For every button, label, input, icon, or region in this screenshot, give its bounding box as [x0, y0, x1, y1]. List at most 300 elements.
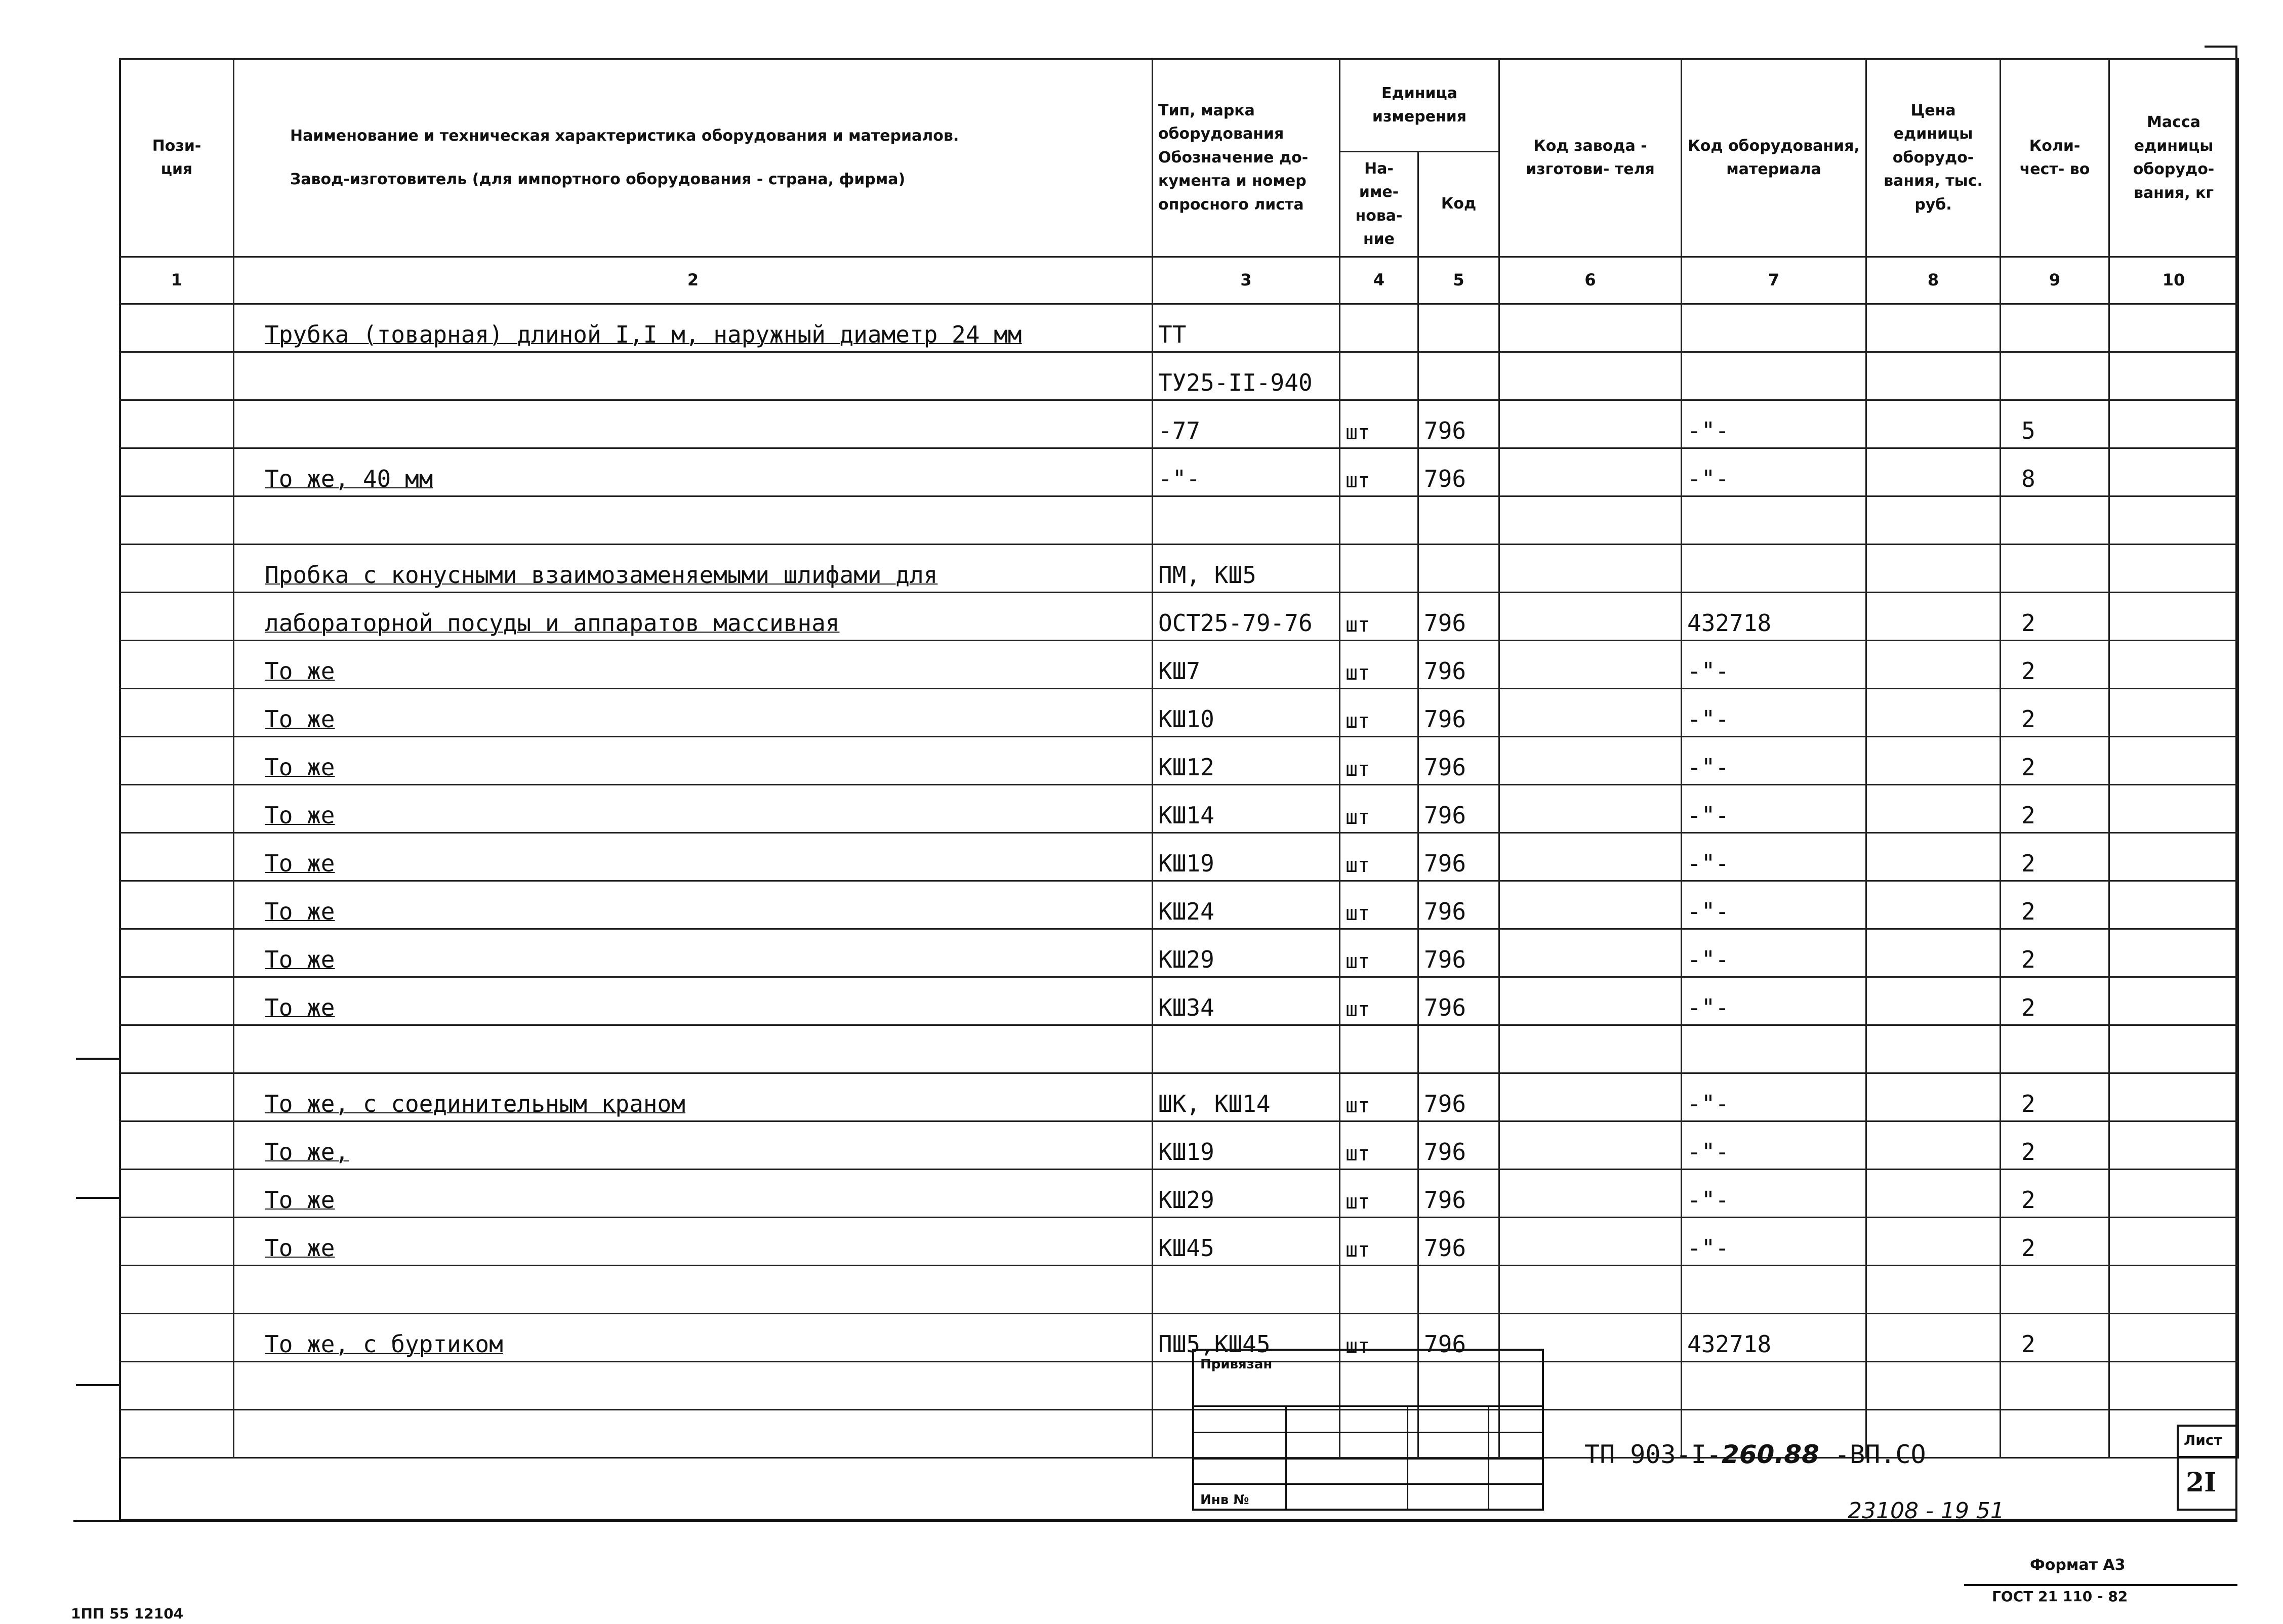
- cell-name: [234, 1266, 1153, 1314]
- cell-unit-name: [1340, 496, 1418, 545]
- cell-position: [120, 448, 234, 496]
- cell-unit-code: 796: [1418, 641, 1499, 689]
- cell-type: КШ45: [1153, 1218, 1340, 1266]
- cell-price: [1866, 1170, 2001, 1218]
- cell-type: ОСТ25-79-76: [1153, 593, 1340, 641]
- cell-equipment-code: -"-: [1682, 400, 1866, 448]
- cell-type: [1153, 496, 1340, 545]
- cell-unit-name: шт: [1340, 881, 1418, 929]
- cell-equipment-code: [1682, 545, 1866, 593]
- cell-manufacturer-code: [1499, 400, 1682, 448]
- cell-equipment-code: [1682, 1362, 1866, 1410]
- cell-mass: [2109, 1362, 2238, 1410]
- cell-quantity: 2: [2001, 1170, 2109, 1218]
- cell-unit-code: 796: [1418, 785, 1499, 833]
- cell-mass: [2109, 1073, 2238, 1121]
- cell-quantity: [2001, 1025, 2109, 1073]
- header-manufacturer-code: Код завода - изготови- теля: [1499, 59, 1682, 257]
- format-label: Формат А3: [2030, 1556, 2126, 1574]
- cell-name: Трубка (товарная) длиной I,I м, наружный диаметр 24 мм: [234, 304, 1153, 352]
- stamp-grid-line: [1407, 1405, 1408, 1509]
- table-row: [120, 1025, 2238, 1073]
- cell-price: [1866, 929, 2001, 977]
- cell-price: [1866, 352, 2001, 400]
- cell-position: [120, 785, 234, 833]
- cell-price: [1866, 1362, 2001, 1410]
- cell-unit-code: 796: [1418, 833, 1499, 881]
- cell-equipment-code: -"-: [1682, 785, 1866, 833]
- cell-unit-name: шт: [1340, 689, 1418, 737]
- cell-position: [120, 545, 234, 593]
- cell-unit-name: шт: [1340, 1121, 1418, 1170]
- handwritten-number: 23108 - 19 51: [1848, 1498, 2005, 1524]
- cell-type: КШ29: [1153, 1170, 1340, 1218]
- cell-price: [1866, 545, 2001, 593]
- cell-position: [120, 737, 234, 785]
- column-number: 6: [1499, 257, 1682, 304]
- cell-equipment-code: -"-: [1682, 737, 1866, 785]
- cell-mass: [2109, 641, 2238, 689]
- cell-price: [1866, 689, 2001, 737]
- stamp-grid-line: [1285, 1405, 1287, 1509]
- cell-mass: [2109, 400, 2238, 448]
- cell-equipment-code: -"-: [1682, 1073, 1866, 1121]
- cell-manufacturer-code: [1499, 929, 1682, 977]
- column-number: 1: [120, 257, 234, 304]
- cell-position: [120, 1314, 234, 1362]
- cell-price: [1866, 593, 2001, 641]
- cell-type: -"-: [1153, 448, 1340, 496]
- stamp-grid-line: [1488, 1405, 1489, 1509]
- cell-equipment-code: -"-: [1682, 1170, 1866, 1218]
- cell-price: [1866, 1073, 2001, 1121]
- cell-manufacturer-code: [1499, 1170, 1682, 1218]
- cell-type: КШ12: [1153, 737, 1340, 785]
- cell-equipment-code: [1682, 1025, 1866, 1073]
- header-equipment-code: Код оборудования, материала: [1682, 59, 1866, 257]
- attachment-stamp: [1192, 1349, 1544, 1511]
- cell-name: То же, с буртиком: [234, 1314, 1153, 1362]
- cell-quantity: [2001, 496, 2109, 545]
- cell-position: [120, 1410, 234, 1458]
- cell-name: [234, 496, 1153, 545]
- cell-quantity: 2: [2001, 641, 2109, 689]
- cell-unit-name: [1340, 545, 1418, 593]
- cell-type: КШ7: [1153, 641, 1340, 689]
- cell-quantity: [2001, 1362, 2109, 1410]
- cell-mass: [2109, 1266, 2238, 1314]
- cell-mass: [2109, 1170, 2238, 1218]
- header-position: Пози- ция: [120, 59, 234, 257]
- table-row: [120, 1121, 2238, 1170]
- cell-unit-name: [1340, 304, 1418, 352]
- cell-mass: [2109, 352, 2238, 400]
- cell-unit-name: шт: [1340, 929, 1418, 977]
- header-mass: Масса единицы оборудо- вания, кг: [2109, 59, 2238, 257]
- cell-type: КШ14: [1153, 785, 1340, 833]
- cell-position: [120, 400, 234, 448]
- table-row: [120, 400, 2238, 448]
- cell-type: ТТ: [1153, 304, 1340, 352]
- cell-equipment-code: -"-: [1682, 929, 1866, 977]
- cell-position: [120, 1218, 234, 1266]
- cell-position: [120, 929, 234, 977]
- cell-position: [120, 352, 234, 400]
- cell-name: [234, 400, 1153, 448]
- cell-equipment-code: -"-: [1682, 881, 1866, 929]
- cell-name: То же: [234, 785, 1153, 833]
- cell-manufacturer-code: [1499, 593, 1682, 641]
- cell-unit-name: шт: [1340, 1073, 1418, 1121]
- table-row: [120, 833, 2238, 881]
- cell-name: То же: [234, 1170, 1153, 1218]
- cell-name: [234, 1025, 1153, 1073]
- cell-unit-name: шт: [1340, 641, 1418, 689]
- cell-price: [1866, 496, 2001, 545]
- cell-manufacturer-code: [1499, 1121, 1682, 1170]
- stamp-grid-line: [1194, 1405, 1542, 1407]
- cell-equipment-code: -"-: [1682, 1121, 1866, 1170]
- cell-manufacturer-code: [1499, 545, 1682, 593]
- cell-unit-code: [1418, 545, 1499, 593]
- cell-mass: [2109, 1218, 2238, 1266]
- cell-unit-code: 796: [1418, 1170, 1499, 1218]
- column-number: 10: [2109, 257, 2238, 304]
- cell-quantity: 2: [2001, 785, 2109, 833]
- cell-unit-code: [1418, 1266, 1499, 1314]
- cell-position: [120, 496, 234, 545]
- sheet-box-divider: [2179, 1456, 2235, 1458]
- sheet-number-box: [2177, 1425, 2237, 1511]
- margin-tick: [76, 1058, 119, 1060]
- stamp-grid-line: [1194, 1432, 1542, 1433]
- cell-quantity: 5: [2001, 400, 2109, 448]
- cell-unit-code: 796: [1418, 593, 1499, 641]
- cell-quantity: [2001, 1410, 2109, 1458]
- cell-position: [120, 1266, 234, 1314]
- cell-equipment-code: -"-: [1682, 448, 1866, 496]
- cell-type: ШК, КШ14: [1153, 1073, 1340, 1121]
- cell-price: [1866, 304, 2001, 352]
- cell-quantity: 8: [2001, 448, 2109, 496]
- cell-price: [1866, 1218, 2001, 1266]
- cell-unit-name: шт: [1340, 593, 1418, 641]
- cell-price: [1866, 641, 2001, 689]
- cell-manufacturer-code: [1499, 977, 1682, 1025]
- cell-quantity: [2001, 545, 2109, 593]
- cell-mass: [2109, 448, 2238, 496]
- cell-quantity: [2001, 352, 2109, 400]
- cell-manufacturer-code: [1499, 737, 1682, 785]
- cell-type: [1153, 1025, 1340, 1073]
- cell-position: [120, 977, 234, 1025]
- table-row: [120, 881, 2238, 929]
- column-number: 5: [1418, 257, 1499, 304]
- attached-label: Привязан: [1200, 1357, 1273, 1372]
- cell-quantity: 2: [2001, 737, 2109, 785]
- cell-quantity: 2: [2001, 1121, 2109, 1170]
- cell-equipment-code: [1682, 352, 1866, 400]
- cell-unit-code: 796: [1418, 400, 1499, 448]
- specification-table: [119, 58, 2239, 1459]
- header-name: [234, 59, 1153, 257]
- stamp-grid-line: [1194, 1483, 1542, 1485]
- table-row: [120, 352, 2238, 400]
- sheet-number: 2I: [2186, 1467, 2217, 1498]
- cell-name: Пробка с конусными взаимозаменяемыми шлифами для: [234, 545, 1153, 593]
- cell-position: [120, 304, 234, 352]
- table-row: [120, 929, 2238, 977]
- cell-unit-code: [1418, 304, 1499, 352]
- table-row: [120, 1314, 2238, 1362]
- column-number: 4: [1340, 257, 1418, 304]
- cell-unit-name: шт: [1340, 1314, 1418, 1362]
- inventory-number-label: Инв №: [1200, 1492, 1249, 1508]
- cell-manufacturer-code: [1499, 352, 1682, 400]
- cell-name: лабораторной посуды и аппаратов массивная: [234, 593, 1153, 641]
- cell-mass: [2109, 545, 2238, 593]
- table-row: [120, 304, 2238, 352]
- header-quantity: Коли- чест- во: [2001, 59, 2109, 257]
- cell-manufacturer-code: [1499, 689, 1682, 737]
- column-number: 2: [234, 257, 1153, 304]
- gost-rule: [1964, 1584, 2237, 1586]
- cell-manufacturer-code: [1499, 1218, 1682, 1266]
- cell-name: [234, 1362, 1153, 1410]
- cell-manufacturer-code: [1499, 881, 1682, 929]
- cell-name: То же: [234, 737, 1153, 785]
- cell-type: [1153, 1266, 1340, 1314]
- cell-quantity: 2: [2001, 977, 2109, 1025]
- margin-tick: [76, 1384, 119, 1386]
- cell-name: То же: [234, 881, 1153, 929]
- cell-unit-name: шт: [1340, 737, 1418, 785]
- cell-mass: [2109, 1121, 2238, 1170]
- cell-name: [234, 352, 1153, 400]
- cell-name: То же, с соединительным краном: [234, 1073, 1153, 1121]
- cell-price: [1866, 400, 2001, 448]
- header-unit-group: Единица измерения: [1340, 59, 1499, 152]
- cell-unit-code: 796: [1418, 1218, 1499, 1266]
- cell-unit-code: 796: [1418, 689, 1499, 737]
- table-row: [120, 689, 2238, 737]
- cell-unit-name: шт: [1340, 1170, 1418, 1218]
- cell-mass: [2109, 1314, 2238, 1362]
- cell-name: То же: [234, 977, 1153, 1025]
- cell-equipment-code: -"-: [1682, 833, 1866, 881]
- table-row: [120, 545, 2238, 593]
- table-row: [120, 448, 2238, 496]
- cell-mass: [2109, 304, 2238, 352]
- cell-manufacturer-code: [1499, 641, 1682, 689]
- cell-mass: [2109, 977, 2238, 1025]
- header-name-line1: Наименование и техническая характеристика оборудования и материалов.: [290, 127, 959, 145]
- cell-equipment-code: [1682, 304, 1866, 352]
- sheet-label: Лист: [2184, 1432, 2222, 1448]
- column-number: 7: [1682, 257, 1866, 304]
- table-body: [120, 304, 2238, 1458]
- cell-unit-code: [1418, 496, 1499, 545]
- cell-unit-name: шт: [1340, 400, 1418, 448]
- cell-price: [1866, 1266, 2001, 1314]
- cell-type: ТУ25-II-940: [1153, 352, 1340, 400]
- cell-unit-code: 796: [1418, 1314, 1499, 1362]
- cell-unit-name: шт: [1340, 448, 1418, 496]
- cell-unit-code: 796: [1418, 448, 1499, 496]
- table-row: [120, 977, 2238, 1025]
- cell-unit-name: шт: [1340, 1218, 1418, 1266]
- cell-unit-name: [1340, 1266, 1418, 1314]
- cell-manufacturer-code: [1499, 496, 1682, 545]
- cell-position: [120, 1362, 234, 1410]
- cell-equipment-code: -"-: [1682, 1218, 1866, 1266]
- cell-unit-name: шт: [1340, 833, 1418, 881]
- cell-name: То же: [234, 929, 1153, 977]
- table-row: [120, 1218, 2238, 1266]
- cell-mass: [2109, 785, 2238, 833]
- document-code: [1584, 1440, 1926, 1469]
- cell-name: То же: [234, 641, 1153, 689]
- cell-name: То же, 40 мм: [234, 448, 1153, 496]
- cell-manufacturer-code: [1499, 785, 1682, 833]
- cell-manufacturer-code: [1499, 833, 1682, 881]
- cell-name: То же: [234, 833, 1153, 881]
- header-type: Тип, марка оборудования Обозначение до- кумента и номер опросного листа: [1153, 59, 1340, 257]
- cell-price: [1866, 1314, 2001, 1362]
- corner-mark: [2205, 46, 2237, 60]
- cell-manufacturer-code: [1499, 304, 1682, 352]
- cell-mass: [2109, 1025, 2238, 1073]
- margin-tick: [76, 1197, 119, 1199]
- cell-name: То же: [234, 1218, 1153, 1266]
- cell-position: [120, 689, 234, 737]
- cell-manufacturer-code: [1499, 1073, 1682, 1121]
- cell-price: [1866, 785, 2001, 833]
- table-row: [120, 641, 2238, 689]
- cell-mass: [2109, 929, 2238, 977]
- cell-equipment-code: 432718: [1682, 593, 1866, 641]
- document-code-suffix: -ВП.СО: [1834, 1440, 1926, 1469]
- header-name-line2: Завод-изготовитель (для импортного оборудования - страна, фирма): [290, 171, 906, 188]
- cell-position: [120, 881, 234, 929]
- cell-unit-code: 796: [1418, 977, 1499, 1025]
- cell-equipment-code: [1682, 1266, 1866, 1314]
- cell-equipment-code: [1682, 496, 1866, 545]
- table-row: [120, 785, 2238, 833]
- cell-position: [120, 593, 234, 641]
- cell-quantity: 2: [2001, 593, 2109, 641]
- cell-price: [1866, 833, 2001, 881]
- cell-unit-code: 796: [1418, 1121, 1499, 1170]
- cell-unit-code: [1418, 352, 1499, 400]
- cell-equipment-code: -"-: [1682, 641, 1866, 689]
- cell-unit-code: 796: [1418, 881, 1499, 929]
- cell-manufacturer-code: [1499, 1266, 1682, 1314]
- cell-unit-code: 796: [1418, 737, 1499, 785]
- cell-type: КШ29: [1153, 929, 1340, 977]
- table-row: [120, 1170, 2238, 1218]
- table-row: [120, 1073, 2238, 1121]
- cell-mass: [2109, 833, 2238, 881]
- document-code-prefix: ТП 903-I-: [1584, 1440, 1722, 1469]
- cell-type: -77: [1153, 400, 1340, 448]
- cell-mass: [2109, 881, 2238, 929]
- cell-quantity: [2001, 304, 2109, 352]
- cell-name: [234, 1410, 1153, 1458]
- cell-equipment-code: -"-: [1682, 977, 1866, 1025]
- cell-unit-name: [1340, 352, 1418, 400]
- cell-position: [120, 1073, 234, 1121]
- cell-position: [120, 1170, 234, 1218]
- cell-type: КШ19: [1153, 833, 1340, 881]
- cell-type: КШ19: [1153, 1121, 1340, 1170]
- cell-mass: [2109, 593, 2238, 641]
- cell-quantity: [2001, 1266, 2109, 1314]
- cell-name: То же: [234, 689, 1153, 737]
- cell-type: ПШ5,КШ45: [1153, 1314, 1340, 1362]
- cell-quantity: 2: [2001, 1218, 2109, 1266]
- cell-price: [1866, 1121, 2001, 1170]
- table-row: [120, 1266, 2238, 1314]
- column-number: 3: [1153, 257, 1340, 304]
- cell-unit-name: шт: [1340, 977, 1418, 1025]
- cell-unit-name: [1340, 1025, 1418, 1073]
- header-unit-code: Код: [1418, 152, 1499, 257]
- cell-unit-code: 796: [1418, 1073, 1499, 1121]
- cell-position: [120, 833, 234, 881]
- cell-price: [1866, 881, 2001, 929]
- cell-manufacturer-code: [1499, 448, 1682, 496]
- cell-quantity: 2: [2001, 689, 2109, 737]
- inventory-code: 1ПП 55 12104: [71, 1605, 184, 1622]
- cell-quantity: 2: [2001, 929, 2109, 977]
- cell-price: [1866, 737, 2001, 785]
- cell-price: [1866, 977, 2001, 1025]
- cell-equipment-code: -"-: [1682, 689, 1866, 737]
- cell-type: КШ24: [1153, 881, 1340, 929]
- cell-equipment-code: 432718: [1682, 1314, 1866, 1362]
- cell-mass: [2109, 689, 2238, 737]
- table-row: [120, 593, 2238, 641]
- cell-position: [120, 1121, 234, 1170]
- column-number: 8: [1866, 257, 2001, 304]
- cell-price: [1866, 1025, 2001, 1073]
- cell-mass: [2109, 496, 2238, 545]
- table-row: [120, 737, 2238, 785]
- header-unit-name: На- име- нова- ние: [1340, 152, 1418, 257]
- gost-label: ГОСТ 21 110 - 82: [1992, 1588, 2128, 1605]
- column-number: 9: [2001, 257, 2109, 304]
- document-code-handwritten: 260.88: [1721, 1440, 1819, 1469]
- cell-mass: [2109, 737, 2238, 785]
- stamp-grid-line: [1194, 1458, 1542, 1460]
- cell-price: [1866, 448, 2001, 496]
- cell-quantity: 2: [2001, 1073, 2109, 1121]
- cell-quantity: 2: [2001, 1314, 2109, 1362]
- cell-unit-name: шт: [1340, 785, 1418, 833]
- cell-position: [120, 1025, 234, 1073]
- table-row: [120, 496, 2238, 545]
- cell-unit-code: 796: [1418, 929, 1499, 977]
- cell-unit-code: [1418, 1025, 1499, 1073]
- cell-type: ПМ, КШ5: [1153, 545, 1340, 593]
- cell-quantity: 2: [2001, 833, 2109, 881]
- cell-manufacturer-code: [1499, 1025, 1682, 1073]
- header-price: Цена единицы оборудо- вания, тыс. руб.: [1866, 59, 2001, 257]
- cell-quantity: 2: [2001, 881, 2109, 929]
- cell-type: КШ34: [1153, 977, 1340, 1025]
- cell-name: То же,: [234, 1121, 1153, 1170]
